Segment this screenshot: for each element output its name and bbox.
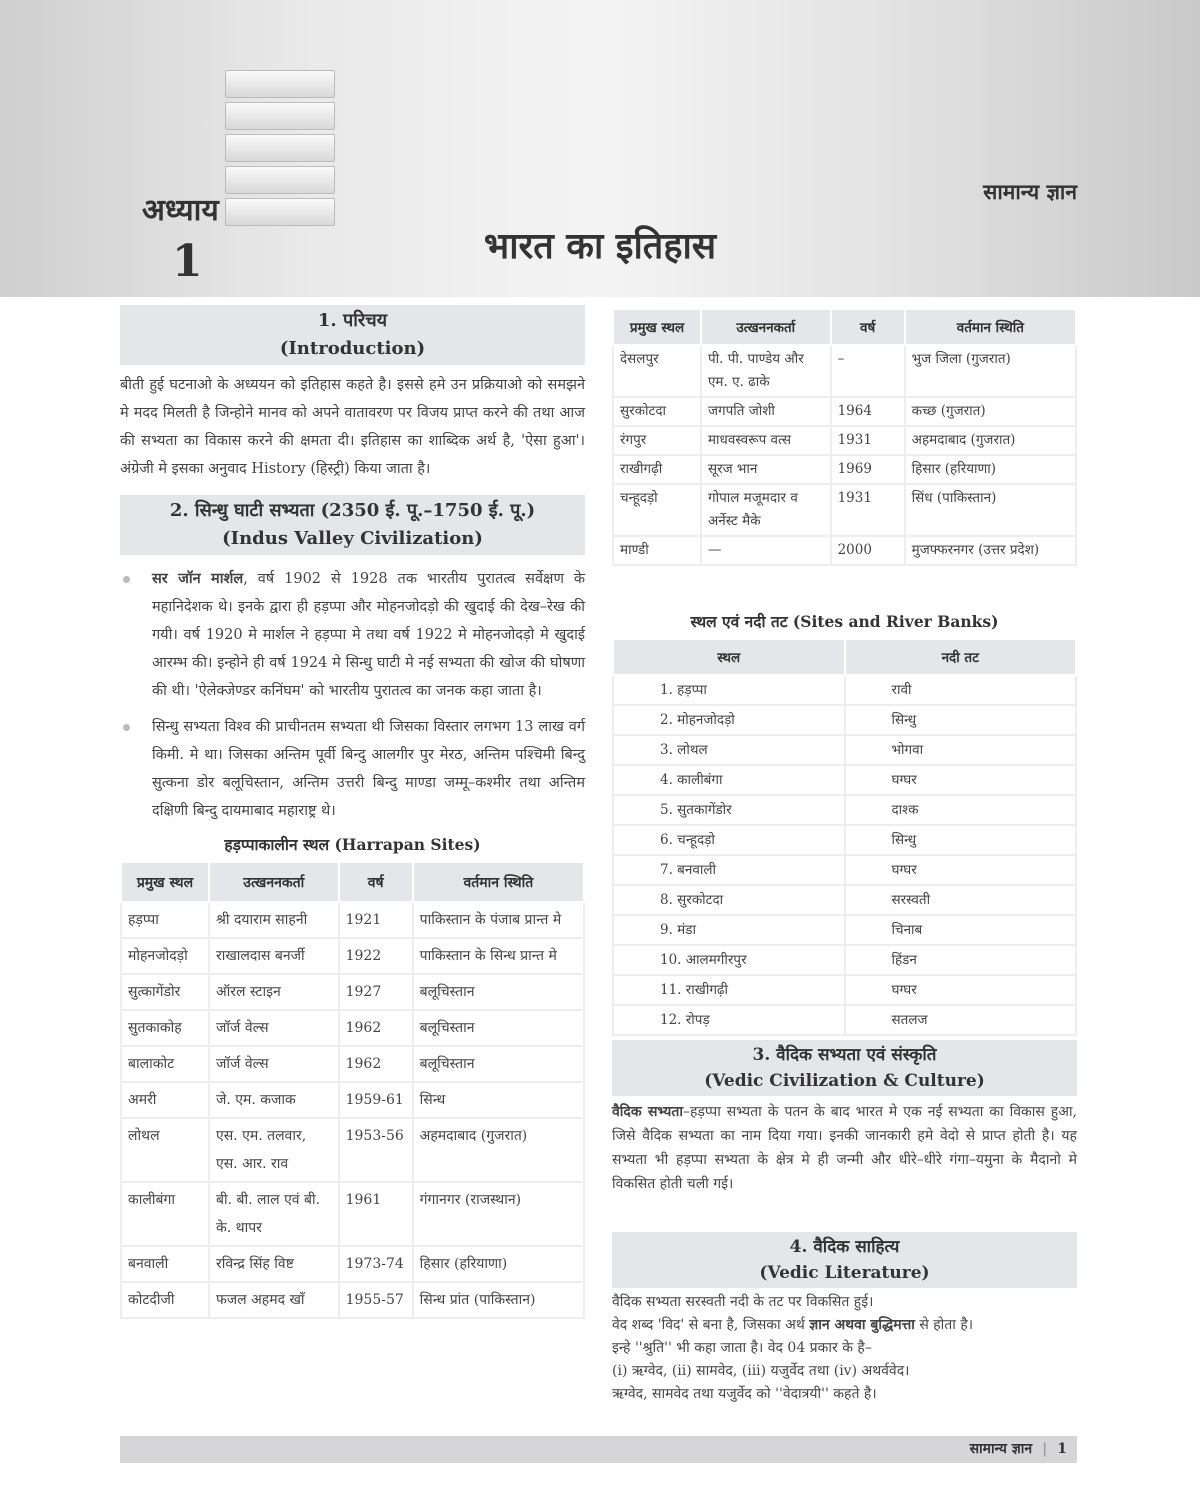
table-cell: भुज जिला (गुजरात) bbox=[905, 345, 1076, 397]
table-cell: सूरज भान bbox=[701, 455, 831, 484]
table-row bbox=[613, 795, 1076, 825]
text-part: से होता है। bbox=[914, 1317, 974, 1333]
section-heading-vedic-civilization bbox=[612, 1040, 1077, 1096]
right-column bbox=[612, 0, 1077, 1430]
table-cell: पाकिस्तान के पंजाब प्रान्त मे bbox=[413, 902, 584, 938]
subject-label: सामान्य ज्ञान bbox=[983, 179, 1077, 204]
vedic-civilization-block bbox=[612, 1040, 1077, 1196]
table-cell: अहमदाबाद (गुजरात) bbox=[905, 426, 1076, 455]
table-row bbox=[121, 1010, 584, 1046]
column-header: प्रमुख स्थल bbox=[613, 309, 701, 345]
section-subtitle: (Introduction) bbox=[279, 338, 426, 359]
table-cell: लोथल bbox=[121, 1118, 209, 1182]
table-cell: दाश्क bbox=[845, 795, 1077, 825]
table-cell: देसलपुर bbox=[613, 345, 701, 397]
table-cell: राखीगढ़ी bbox=[613, 455, 701, 484]
chapter-number: 1 bbox=[172, 236, 203, 287]
table-row bbox=[121, 1082, 584, 1118]
section-subtitle: (Vedic Civilization & Culture) bbox=[704, 1071, 985, 1091]
section-title: 1. परिचय bbox=[317, 310, 388, 331]
table-cell: रावी bbox=[845, 675, 1077, 705]
table-row bbox=[121, 902, 584, 938]
sites-table-block bbox=[612, 308, 1077, 566]
table-header-row bbox=[121, 862, 584, 902]
table-row bbox=[613, 345, 1076, 397]
column-header: वर्ष bbox=[339, 862, 413, 902]
table-row bbox=[613, 975, 1076, 1005]
table-cell: सरस्वती bbox=[845, 885, 1077, 915]
vedic-literature-block bbox=[612, 1232, 1077, 1406]
section-subtitle: (Vedic Literature) bbox=[759, 1263, 930, 1283]
section-heading-introduction bbox=[120, 305, 585, 365]
vedic-literature-text bbox=[612, 1291, 1077, 1406]
table-row bbox=[613, 855, 1076, 885]
table-cell: सुत्कागेंडोर bbox=[121, 974, 209, 1010]
intro-paragraph: बीती हुई घटनाओ के अध्ययन को इतिहास कहते है। इससे हमे उन प्रक्रियाओ को समझने मे मदद मिलती है जिन्होने मानव को अपने वातावरण पर विजय प्राप्त करने की तथा आज की सभ्यता का विकास करने की क्षमता दी। इतिहास का शाब्दिक अर्थ है, 'ऐसा हुआ'। अंग्रेजी मे इसका अनुवाद History (हिस्ट्री) किया जाता है। bbox=[120, 377, 585, 477]
table-row bbox=[613, 945, 1076, 975]
section-heading-indus bbox=[120, 495, 585, 555]
table-row bbox=[121, 1282, 584, 1318]
table-cell: 9. मंडा bbox=[613, 915, 845, 945]
table-cell: माण्डी bbox=[613, 536, 701, 565]
table-cell: माधवस्वरूप वत्स bbox=[701, 426, 831, 455]
text-line: वैदिक सभ्यता सरस्वती नदी के तट पर विकसित हुई। bbox=[612, 1294, 874, 1310]
table-cell: 1955-57 bbox=[339, 1282, 413, 1318]
column-header: उत्खननकर्ता bbox=[701, 309, 831, 345]
table-row bbox=[121, 974, 584, 1010]
bullet-text: , वर्ष 1902 से 1928 तक भारतीय पुरातत्व सर्वेक्षण के महानिदेशक थे। इनके द्वारा ही हड़प्पा और मोहनजोदड़ो की खुदाई की देख–रेख की गयी। वर्ष 1920 मे मार्शल ने हड़प्पा मे तथा वर्ष 1922 मे मोहनजोदड़ो मे खुदाई आरम्भ की। इन्होने ही वर्ष 1924 मे सिन्धु घाटी मे नई सभ्यता की खोज की घोषणा की थी। 'ऐलेक्जेण्डर कनिंघम' को भारतीय पुरातत्व का जनक कहा जाता है। bbox=[152, 571, 585, 699]
table-cell: 1922 bbox=[339, 938, 413, 974]
table-cell: गोपाल मजूमदार व अर्नेस्ट मैके bbox=[701, 484, 831, 536]
table-cell: 5. सुतकागेंडोर bbox=[613, 795, 845, 825]
bullet-text: सिन्धु सभ्यता विश्व की प्राचीनतम सभ्यता थी जिसका विस्तार लगभग 13 लाख वर्ग किमी. मे था। जिसका अन्तिम पूर्वी बिन्दु आलगीर पुर मेरठ, अन्तिम पश्चिमी बिन्दु सुत्कना डोर बलूचिस्तान, अन्तिम उत्तरी बिन्दु माण्डा जम्मू–कश्मीर तथा अन्तिम दक्षिणी बिन्दु दायमाबाद महाराष्ट्र थे। bbox=[152, 719, 585, 819]
table-row bbox=[613, 885, 1076, 915]
table-cell: 1. हड़प्पा bbox=[613, 675, 845, 705]
table-cell: — bbox=[701, 536, 831, 565]
table-cell: पी. पी. पाण्डेय और एम. ए. ढाके bbox=[701, 345, 831, 397]
table-cell: भोगवा bbox=[845, 735, 1077, 765]
column-header: नदी तट bbox=[845, 639, 1077, 675]
section-title: 3. वैदिक सभ्यता एवं संस्कृति bbox=[752, 1045, 937, 1065]
table-cell: सिन्ध bbox=[413, 1082, 584, 1118]
page-footer bbox=[120, 1436, 1077, 1463]
table-cell: हड़प्पा bbox=[121, 902, 209, 938]
table-cell: गंगानगर (राजस्थान) bbox=[413, 1182, 584, 1246]
table-row bbox=[121, 1118, 584, 1182]
table-cell: 11. राखीगढ़ी bbox=[613, 975, 845, 1005]
table-cell: कोटदीजी bbox=[121, 1282, 209, 1318]
table-cell: 10. आलमगीरपुर bbox=[613, 945, 845, 975]
table-cell: 1973-74 bbox=[339, 1246, 413, 1282]
table-cell: – bbox=[831, 345, 905, 397]
table-cell: चन्हूदड़ो bbox=[613, 484, 701, 536]
table-cell: 8. सुरकोटदा bbox=[613, 885, 845, 915]
table-row bbox=[121, 1046, 584, 1082]
books-image bbox=[225, 70, 335, 240]
table-cell: जगपति जोशी bbox=[701, 397, 831, 426]
list-item bbox=[120, 713, 585, 825]
text-line: ऋग्वेद, सामवेद तथा यजुर्वेद को ''वेदात्रयी'' कहते है। bbox=[612, 1386, 877, 1402]
table-cell: बलूचिस्तान bbox=[413, 1046, 584, 1082]
chapter-label: अध्याय bbox=[142, 193, 219, 228]
table-cell: बालाकोट bbox=[121, 1046, 209, 1082]
table-cell: हिंडन bbox=[845, 945, 1077, 975]
table-cell: हिसार (हरियाणा) bbox=[905, 455, 1076, 484]
table-cell: 1927 bbox=[339, 974, 413, 1010]
vedic-paragraph bbox=[612, 1100, 1077, 1196]
bold-term: सर जॉन मार्शल bbox=[152, 570, 244, 587]
table-cell: जे. एम. कजाक bbox=[209, 1082, 339, 1118]
page-number: 1 bbox=[1057, 1441, 1067, 1457]
text-line: इन्हे ''श्रुति'' भी कहा जाता है। वेद 04 प्रकार के है– bbox=[612, 1340, 872, 1356]
table-cell: सुतकाकोह bbox=[121, 1010, 209, 1046]
table-row bbox=[613, 536, 1076, 565]
table-header-row bbox=[613, 309, 1076, 345]
harappan-sites-table-continued bbox=[612, 308, 1077, 566]
column-header: वर्तमान स्थिति bbox=[413, 862, 584, 902]
text-line: (i) ऋग्वेद, (ii) सामवेद, (iii) यजुर्वेद तथा (iv) अथर्ववेद। bbox=[612, 1363, 910, 1379]
table-cell: फजल अहमद खाँ bbox=[209, 1282, 339, 1318]
text-line bbox=[612, 1314, 1077, 1337]
bold-term: वैदिक सभ्यता bbox=[612, 1104, 683, 1120]
indus-bullets bbox=[120, 565, 585, 825]
table-cell: बलूचिस्तान bbox=[413, 974, 584, 1010]
table-cell: सिन्धु bbox=[845, 705, 1077, 735]
table-row bbox=[613, 705, 1076, 735]
table-cell: 6. चन्हूदड़ो bbox=[613, 825, 845, 855]
table-cell: 1964 bbox=[831, 397, 905, 426]
column-header: स्थल bbox=[613, 639, 845, 675]
table-row bbox=[613, 397, 1076, 426]
table-caption: हड़प्पाकालीन स्थल (Harrapan Sites) bbox=[224, 835, 481, 854]
column-header: वर्ष bbox=[831, 309, 905, 345]
table-cell: अहमदाबाद (गुजरात) bbox=[413, 1118, 584, 1182]
table-cell: 1962 bbox=[339, 1010, 413, 1046]
table-cell: 2. मोहनजोदड़ो bbox=[613, 705, 845, 735]
table-row bbox=[121, 1246, 584, 1282]
table-cell: सिन्ध प्रांत (पाकिस्तान) bbox=[413, 1282, 584, 1318]
table-cell: श्री दयाराम साहनी bbox=[209, 902, 339, 938]
table-cell: 1969 bbox=[831, 455, 905, 484]
footer-separator: | bbox=[1042, 1441, 1048, 1457]
table-cell: 1931 bbox=[831, 484, 905, 536]
table-cell: सिंध (पाकिस्तान) bbox=[905, 484, 1076, 536]
table-row bbox=[613, 735, 1076, 765]
table-cell: बी. बी. लाल एवं बी. के. थापर bbox=[209, 1182, 339, 1246]
left-column bbox=[120, 305, 585, 1319]
table-row bbox=[121, 1182, 584, 1246]
table-caption: स्थल एवं नदी तट (Sites and River Banks) bbox=[690, 612, 999, 631]
column-header: वर्तमान स्थिति bbox=[905, 309, 1076, 345]
bold-term: ज्ञान अथवा बुद्धिमत्ता bbox=[809, 1317, 915, 1333]
table-row bbox=[613, 765, 1076, 795]
table-cell: 1961 bbox=[339, 1182, 413, 1246]
table-cell: 1962 bbox=[339, 1046, 413, 1082]
table-row bbox=[613, 915, 1076, 945]
column-header: प्रमुख स्थल bbox=[121, 862, 209, 902]
table-cell: 2000 bbox=[831, 536, 905, 565]
table-cell: एस. एम. तलवार, एस. आर. राव bbox=[209, 1118, 339, 1182]
table-cell: 1921 bbox=[339, 902, 413, 938]
table-row bbox=[613, 675, 1076, 705]
table-cell: राखालदास बनर्जी bbox=[209, 938, 339, 974]
paragraph-text: –हड़प्पा सभ्यता के पतन के बाद भारत मे एक नई सभ्यता का विकास हुआ, जिसे वैदिक सभ्यता का नाम दिया गया। इनकी जानकारी हमे वेदो से प्राप्त होती है। यह सभ्यता भी हड़प्पा सभ्यता के क्षेत्र मे ही जन्मी और धीरे–धीरे गंगा–यमुना के मैदानो मे विकसित होती चली गई। bbox=[612, 1104, 1078, 1192]
table-cell: सिन्धु bbox=[845, 825, 1077, 855]
table-cell: पाकिस्तान के सिन्ध प्रान्त मे bbox=[413, 938, 584, 974]
table-cell: 1959-61 bbox=[339, 1082, 413, 1118]
table-cell: बनवाली bbox=[121, 1246, 209, 1282]
table-cell: रविन्द्र सिंह विष्ट bbox=[209, 1246, 339, 1282]
table-cell: कच्छ (गुजरात) bbox=[905, 397, 1076, 426]
table-cell: घग्घर bbox=[845, 855, 1077, 885]
harappan-sites-table bbox=[120, 861, 585, 1319]
table-row bbox=[613, 1005, 1076, 1035]
chapter-title: भारत का इतिहास bbox=[483, 225, 717, 267]
table-cell: मोहनजोदड़ो bbox=[121, 938, 209, 974]
table-cell: 3. लोथल bbox=[613, 735, 845, 765]
table-cell: सतलज bbox=[845, 1005, 1077, 1035]
table-cell: चिनाब bbox=[845, 915, 1077, 945]
river-table-block bbox=[612, 610, 1077, 1036]
table-cell: 1953-56 bbox=[339, 1118, 413, 1182]
column-header: उत्खननकर्ता bbox=[209, 862, 339, 902]
footer-subject: सामान्य ज्ञान bbox=[969, 1441, 1033, 1457]
section-subtitle: (Indus Valley Civilization) bbox=[222, 528, 483, 549]
table-row bbox=[613, 426, 1076, 455]
table-row bbox=[613, 484, 1076, 536]
table-cell: जॉर्ज वेल्स bbox=[209, 1010, 339, 1046]
table-cell: जॉर्ज वेल्स bbox=[209, 1046, 339, 1082]
table-cell: घग्घर bbox=[845, 765, 1077, 795]
table-cell: बलूचिस्तान bbox=[413, 1010, 584, 1046]
section-title: 4. वैदिक साहित्य bbox=[789, 1237, 900, 1257]
table-cell: अमरी bbox=[121, 1082, 209, 1118]
table-header-row bbox=[613, 639, 1076, 675]
table-cell: रंगपुर bbox=[613, 426, 701, 455]
table-cell: घग्घर bbox=[845, 975, 1077, 1005]
table-cell: हिसार (हरियाणा) bbox=[413, 1246, 584, 1282]
table-cell: 7. बनवाली bbox=[613, 855, 845, 885]
table-cell: ऑरल स्टाइन bbox=[209, 974, 339, 1010]
table-cell: 12. रोपड़ bbox=[613, 1005, 845, 1035]
table-row bbox=[613, 825, 1076, 855]
section-heading-vedic-literature bbox=[612, 1232, 1077, 1288]
river-banks-table bbox=[612, 638, 1077, 1036]
section-title: 2. सिन्धु घाटी सभ्यता (2350 ई. पू.–1750 ई. पू.) bbox=[169, 500, 536, 521]
table-cell: सुरकोटदा bbox=[613, 397, 701, 426]
table-cell: 4. कालीबंगा bbox=[613, 765, 845, 795]
table-cell: मुजफ्फरनगर (उत्तर प्रदेश) bbox=[905, 536, 1076, 565]
table-cell: 1931 bbox=[831, 426, 905, 455]
list-item bbox=[120, 565, 585, 705]
table-row bbox=[613, 455, 1076, 484]
text-part: वेद शब्द 'विद' से बना है, जिसका अर्थ bbox=[612, 1317, 810, 1333]
table-cell: कालीबंगा bbox=[121, 1182, 209, 1246]
table-row bbox=[121, 938, 584, 974]
